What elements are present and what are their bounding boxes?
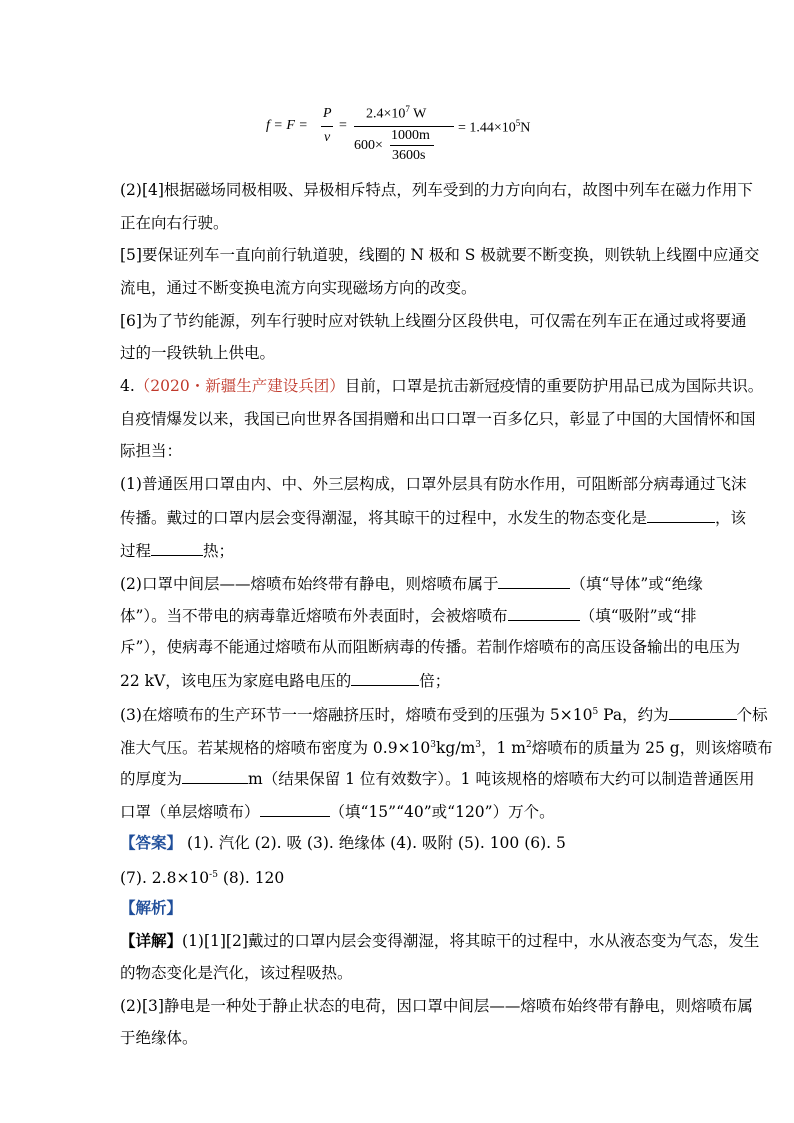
text-line: 流电，通过不断变换电流方向实现磁场方向的改变。 bbox=[120, 279, 477, 297]
answer-blank bbox=[351, 669, 419, 686]
answer-blank bbox=[260, 800, 330, 817]
text-line: 于绝缘体。 bbox=[120, 1029, 198, 1047]
text-line: 传播。戴过的口罩内层会变得潮湿，将其晾干的过程中，水发生的物态变化是 ，该 bbox=[120, 506, 746, 528]
text-line: (2)口罩中间层——熔喷布始终带有静电，则熔喷布属于 （填“导体”或“绝缘 bbox=[120, 572, 703, 594]
text-line: 的厚度为 m（结果保留 1 位有效数字）。1 吨该规格的熔喷布大约可以制造普通医用 bbox=[120, 767, 754, 789]
formula-result: = $1.44\times 10^5N$ bbox=[458, 118, 531, 136]
formula-numerator: $2.4\times 10^7$ W bbox=[366, 104, 427, 122]
fraction-bar bbox=[390, 145, 434, 146]
formula-v: v bbox=[324, 130, 331, 145]
answer-label: 【答案】 bbox=[120, 833, 183, 852]
answer-blank bbox=[151, 539, 203, 556]
question-number: 4. bbox=[120, 377, 135, 395]
formula-den-a: 600× bbox=[354, 138, 383, 153]
text-line: 口罩（单层熔喷布） （填“15”“40”或“120”）万个。 bbox=[120, 800, 555, 822]
question-source: （2020・新疆生产建设兵团） bbox=[134, 377, 345, 395]
text-line: 际担当： bbox=[120, 442, 183, 460]
answer-line: (7). $2.8\times 10^{-5}$ (8). 120 bbox=[120, 869, 285, 888]
text-line: 自疫情爆发以来，我国已向世界各国捐赠和出口口罩一百多亿只，彰显了中国的大国情怀和国 bbox=[120, 410, 756, 428]
text-line: 的物态变化是汽化，该过程吸热。 bbox=[120, 964, 353, 982]
formula-den-den: 3600s bbox=[392, 148, 426, 163]
answer-blank bbox=[498, 572, 570, 589]
text-line: [6]为了节约能源，列车行驶时应对铁轨上线圈分区段供电，可仅需在列车正在通过或将要通 bbox=[120, 312, 747, 330]
analysis-label: 【解析】 bbox=[120, 898, 183, 917]
text-line: 过程 热； bbox=[120, 539, 234, 561]
answer-blank bbox=[182, 767, 248, 784]
formula-lhs: f = F = bbox=[266, 118, 308, 133]
detail-line: 【详解】(1)[1][2]戴过的口罩内层会变得潮湿，将其晾干的过程中，水从液态变为气态，发生 bbox=[120, 931, 760, 950]
text-line: 准大气压。若某规格的熔喷布密度为 $0.9\times 10^3kg/m^3$，1 $m^2$熔喷布的质量为 25 g，则该熔喷布 bbox=[120, 739, 773, 758]
formula-eq1: = bbox=[339, 118, 347, 133]
question-text: 目前，口罩是抗击新冠疫情的重要防护用品已成为国际共识。 bbox=[344, 377, 764, 395]
text-line: [5]要保证列车一直向前行轨道驶，线圈的 N 极和 S 极就要不断变换，则铁轨上线圈中应通交 bbox=[120, 246, 760, 264]
answer-text: (1). 汽化 (2). 吸 (3). 绝缘体 (4). 吸附 (5). 100 (6). 5 bbox=[182, 834, 566, 852]
text-line: 过的一段铁轨上供电。 bbox=[120, 344, 276, 362]
text-line: (3)在熔喷布的生产环节一一熔融挤压时，熔喷布受到的压强为 $5\times 10^5$ Pa，约为 个标 bbox=[120, 702, 768, 725]
text-line: 正在向右行驶。 bbox=[120, 214, 229, 232]
formula-den-num: 1000m bbox=[391, 128, 430, 143]
answer-blank bbox=[647, 506, 715, 523]
answer-line bbox=[120, 833, 566, 853]
question-header bbox=[120, 376, 763, 396]
text-line: (2)[3]静电是一种处于静止状态的电荷，因口罩中间层——熔喷布始终带有静电，则熔喷布属 bbox=[120, 997, 753, 1015]
formula-p: P bbox=[323, 106, 332, 121]
detail-label: 【详解】 bbox=[120, 931, 183, 950]
answer-blank bbox=[669, 703, 737, 720]
fraction-bar bbox=[321, 126, 333, 127]
text-line: (2)[4]根据磁场同极相吸、异极相斥特点，列车受到的力方向向右，故图中列车在磁力作用下 bbox=[120, 181, 753, 199]
answer-blank bbox=[508, 604, 580, 621]
fraction-bar bbox=[354, 126, 454, 127]
text-line: (1)普通医用口罩由内、中、外三层构成，口罩外层具有防水作用，可阻断部分病毒通过飞沫 bbox=[120, 475, 747, 493]
power-force-formula bbox=[266, 100, 566, 170]
text-line: 22 kV，该电压为家庭电路电压的 倍； bbox=[120, 669, 450, 691]
text-line: 斥”），使病毒不能通过熔喷布从而阻断病毒的传播。若制作熔喷布的高压设备输出的电压为 bbox=[120, 638, 741, 656]
text-line: 体”）。当不带电的病毒靠近熔喷布外表面时，会被熔喷布 （填“吸附”或“排 bbox=[120, 604, 696, 626]
